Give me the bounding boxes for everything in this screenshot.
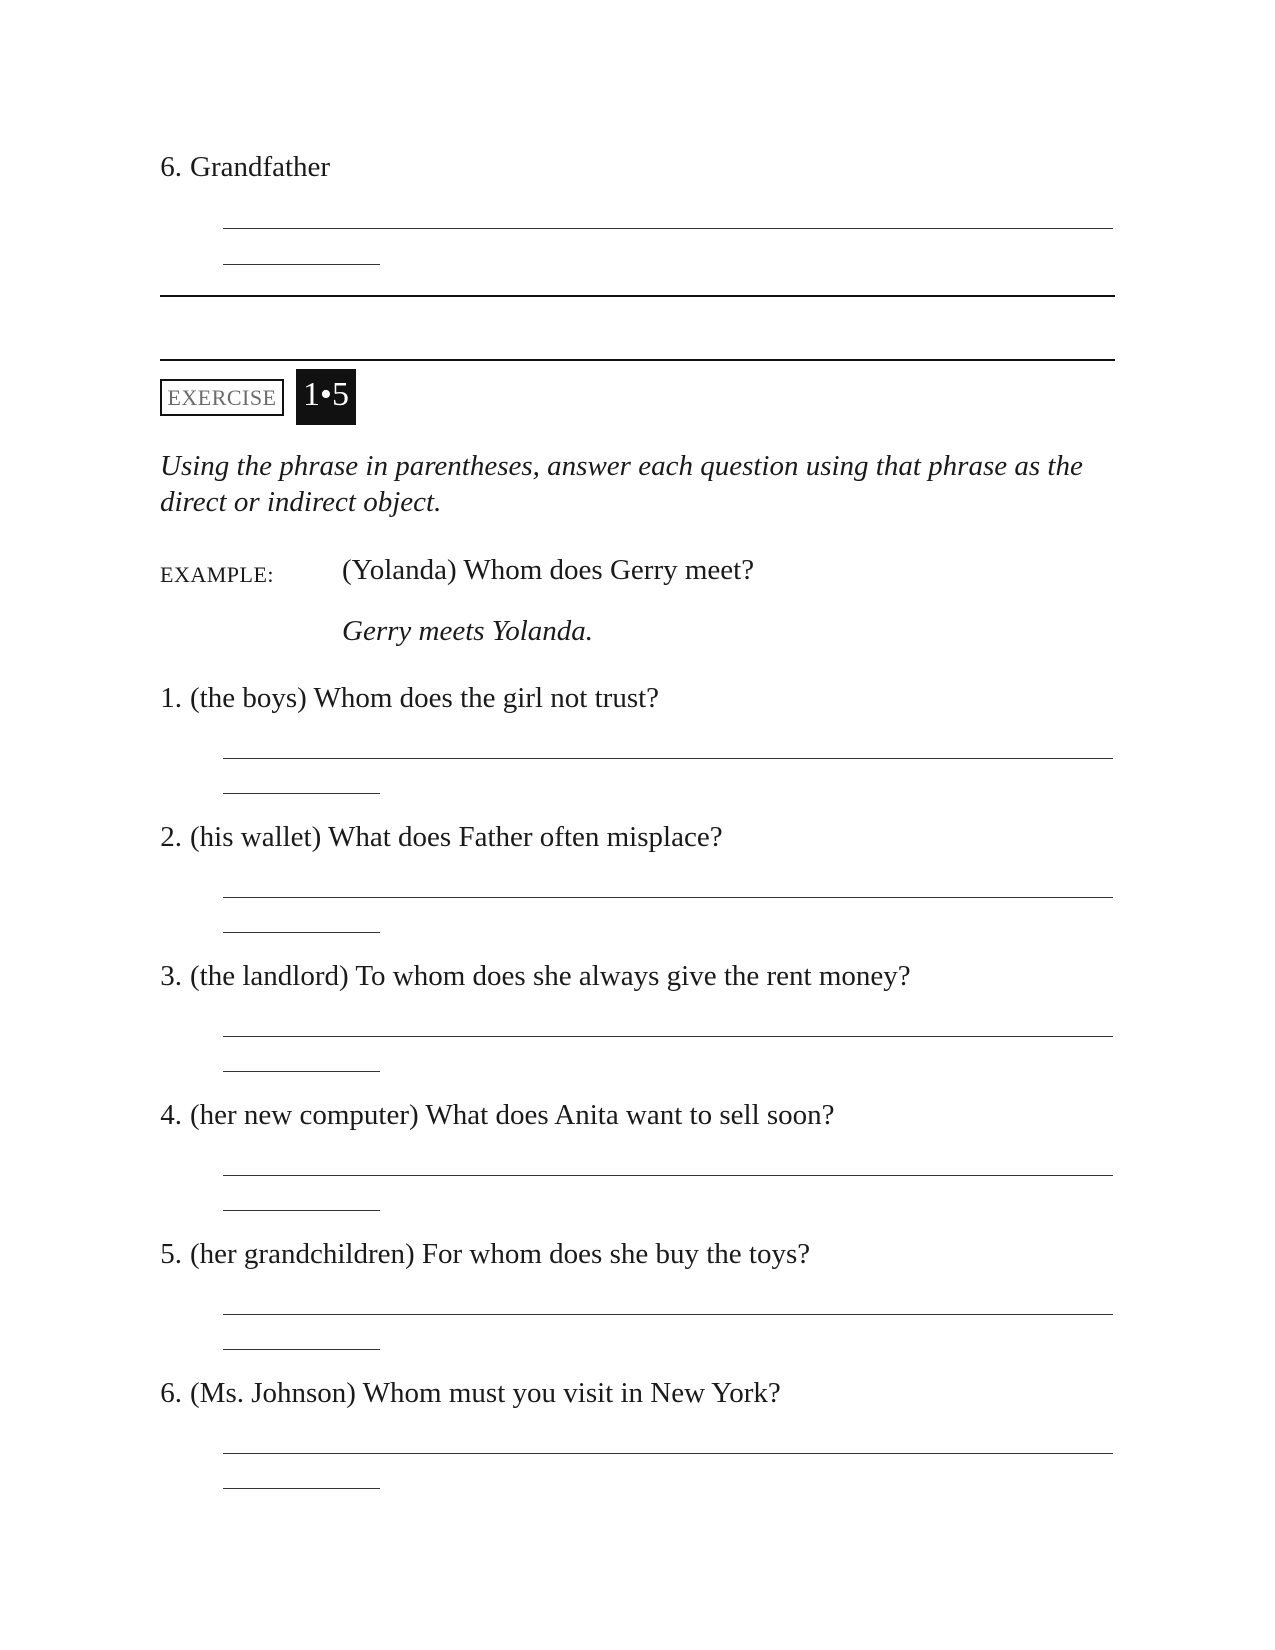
question-item bbox=[152, 820, 723, 854]
answer-line[interactable] bbox=[223, 228, 1113, 229]
answer-line-short[interactable] bbox=[223, 1071, 380, 1072]
answer-line-short[interactable] bbox=[223, 932, 380, 933]
answer-line-short[interactable] bbox=[223, 793, 380, 794]
example-answer: Gerry meets Yolanda. bbox=[342, 615, 594, 647]
item-number: 4. bbox=[160, 1099, 182, 1131]
item-text: (her new computer) What does Anita want to sell soon? bbox=[190, 1099, 835, 1131]
exercise-label: EXERCISE bbox=[160, 379, 284, 416]
question-item bbox=[152, 1376, 781, 1410]
item-number: 6. bbox=[160, 1377, 182, 1409]
exercise-top-rule bbox=[160, 359, 1115, 361]
example-question: (Yolanda) Whom does Gerry meet? bbox=[342, 554, 755, 586]
answer-line[interactable] bbox=[223, 1314, 1113, 1315]
section-divider bbox=[160, 295, 1115, 297]
answer-line[interactable] bbox=[223, 897, 1113, 898]
item-number: 1. bbox=[160, 682, 182, 714]
answer-line-short[interactable] bbox=[223, 1349, 380, 1350]
item-text: (Ms. Johnson) Whom must you visit in New York? bbox=[190, 1377, 781, 1409]
question-item bbox=[152, 681, 659, 715]
answer-line-short[interactable] bbox=[223, 1210, 380, 1211]
answer-line[interactable] bbox=[223, 1175, 1113, 1176]
item-number: 2. bbox=[160, 821, 182, 853]
item-text: Grandfather bbox=[190, 151, 331, 183]
question-item bbox=[152, 1237, 810, 1271]
answer-line[interactable] bbox=[223, 758, 1113, 759]
answer-line[interactable] bbox=[223, 1036, 1113, 1037]
answer-line-short[interactable] bbox=[223, 1488, 380, 1489]
item-text: (the boys) Whom does the girl not trust? bbox=[190, 682, 660, 714]
exercise-instructions: Using the phrase in parentheses, answer each question using that phrase as the direct or indirect object. bbox=[160, 450, 1083, 518]
item-text: (her grandchildren) For whom does she buy the toys? bbox=[190, 1238, 811, 1270]
question-item bbox=[152, 959, 911, 993]
item-number: 3. bbox=[160, 960, 182, 992]
exercise-number: 1•5 bbox=[296, 369, 356, 425]
item-text: (his wallet) What does Father often misplace? bbox=[190, 821, 723, 853]
previous-item-6 bbox=[152, 150, 330, 184]
item-number: 6. bbox=[160, 151, 182, 183]
item-text: (the landlord) To whom does she always give the rent money? bbox=[190, 960, 911, 992]
answer-line-short[interactable] bbox=[223, 264, 380, 265]
answer-line[interactable] bbox=[223, 1453, 1113, 1454]
item-number: 5. bbox=[160, 1238, 182, 1270]
example-label: EXAMPLE: bbox=[160, 562, 274, 587]
question-item bbox=[152, 1098, 835, 1132]
